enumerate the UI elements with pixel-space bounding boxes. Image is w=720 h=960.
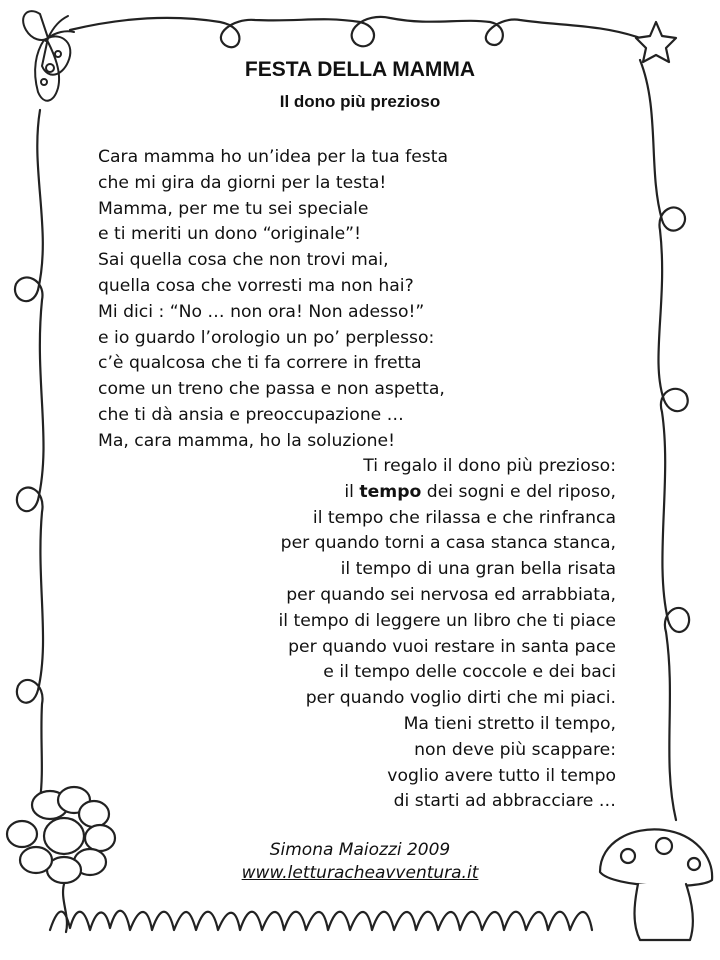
poem-line: come un treno che passa e non aspetta, — [98, 379, 445, 400]
poem-line: quella cosa che vorresti ma non hai? — [98, 275, 414, 296]
poem-line: Ma tieni stretto il tempo, — [403, 713, 616, 734]
poem-line: Ti regalo il dono più prezioso: — [363, 456, 616, 476]
top-vine — [70, 17, 640, 47]
star-icon — [636, 22, 676, 62]
poem-line: Mi dici : “No … non ora! Non adesso!” — [98, 301, 425, 322]
poem-line: di starti ad abbracciare … — [393, 791, 616, 812]
poem-line: Ma, cara mamma, ho la soluzione! — [98, 430, 396, 451]
poem-line: voglio avere tutto il tempo — [387, 765, 616, 786]
poem-line: che mi gira da giorni per la testa! — [98, 172, 387, 193]
poem-line: e il tempo delle coccole e dei baci — [323, 662, 616, 683]
poem-line: per quando voglio dirti che mi piaci. — [305, 688, 616, 709]
poem-line: per quando vuoi restare in santa pace — [288, 636, 616, 657]
poem-line: il tempo di leggere un libro che ti piace — [278, 610, 616, 631]
poem-line: Sai quella cosa che non trovi mai, — [98, 250, 389, 271]
poem-line: c’è qualcosa che ti fa correre in fretta — [98, 353, 422, 374]
poem-line: il tempo che rilassa e che rinfranca — [312, 507, 616, 528]
poem-line: il tempo di una gran bella risata — [340, 559, 616, 580]
page-title: FESTA DELLA MAMMA — [244, 58, 476, 81]
website-link[interactable]: www.letturacheavventura.it — [241, 863, 479, 883]
page-subtitle: Il dono più prezioso — [279, 92, 441, 111]
poem-line: Mamma, per me tu sei speciale — [98, 198, 369, 219]
poem-line — [278, 480, 616, 506]
left-vine — [15, 110, 44, 800]
poem-line: e io guardo l’orologio un po’ perplesso: — [98, 327, 435, 348]
grass-border — [50, 911, 592, 930]
author-credit: Simona Maiozzi 2009 — [269, 840, 451, 860]
poem-line: Cara mamma ho un’idea per la tua festa — [98, 147, 448, 167]
butterfly-icon — [23, 11, 74, 101]
poem-line-suffix: dei sogni e del riposo, — [421, 481, 616, 502]
poem-line: e ti meriti un dono “originale”! — [98, 224, 361, 245]
poem-line: non deve più scappare: — [414, 739, 616, 760]
poem-line: per quando torni a casa stanca stanca, — [280, 533, 616, 554]
poem-line: che ti dà ansia e preoccupazione … — [98, 404, 404, 425]
poem-line: per quando sei nervosa ed arrabbiata, — [286, 584, 616, 605]
poem-second-stanza — [278, 454, 616, 815]
poem-emphasis-word: tempo — [359, 481, 422, 502]
poem-line-prefix: il — [344, 481, 360, 502]
poem-first-stanza — [98, 145, 448, 455]
right-vine — [640, 60, 689, 820]
